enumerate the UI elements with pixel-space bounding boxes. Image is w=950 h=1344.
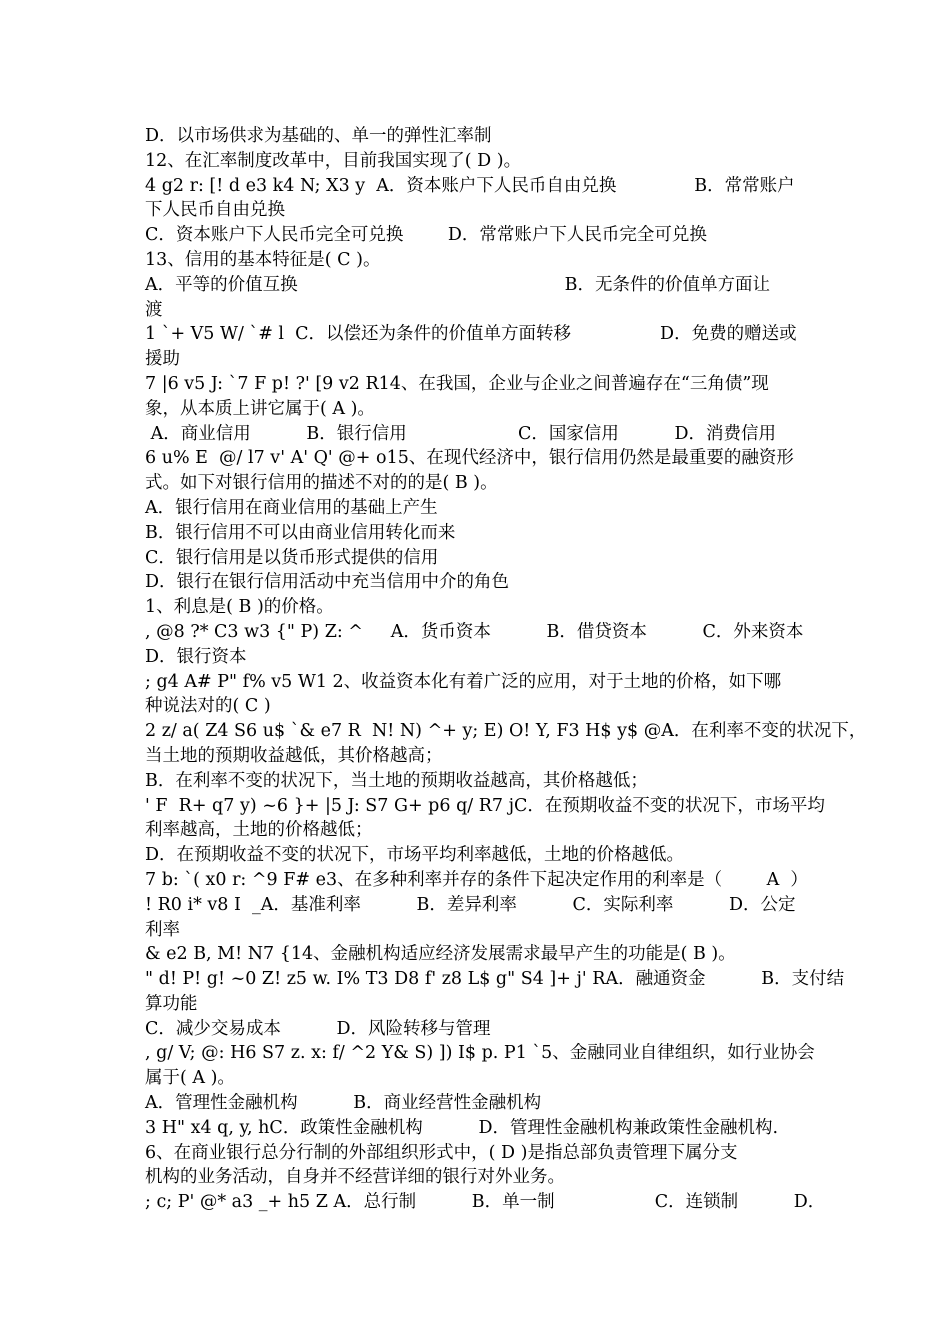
text-line: , g/ V; @: H6 S7 z. x: f/ ^2 Y& S) ]) I$ p. P1 `5、金融同业自律组织，如行业协会 <box>145 1043 815 1064</box>
text-line: A．银行信用在商业信用的基础上产生 <box>145 497 438 518</box>
text-line: 3 H" x4 q, y, hC．政策性金融机构 D．管理性金融机构兼政策性金融机构. <box>145 1117 779 1138</box>
text-line: " d! P! g! ~0 Z! z5 w. I% T3 D8 f' z8 L$ g" S4 ]+ j' RA．融通资金 B．支付结 <box>145 969 845 990</box>
text-line: 6 u% E @/ l7 v' A' Q' @+ o15、在现代经济中，银行信用仍然是最重要的融资形 <box>145 448 794 469</box>
text-line: D．银行资本 <box>145 646 247 667</box>
text-line: A．商业信用 B．银行信用 C．国家信用 D．消费信用 <box>145 423 776 444</box>
text-line: D．银行在银行信用活动中充当信用中介的角色 <box>145 572 510 593</box>
text-line: 属于( A )。 <box>145 1068 235 1089</box>
text-line: B．在利率不变的状况下，当土地的预期收益越高，其价格越低； <box>145 770 648 791</box>
text-line: 下人民币自由兑换 <box>145 200 285 221</box>
text-line: B．银行信用不可以由商业信用转化而来 <box>145 522 456 543</box>
text-line: 4 g2 r: [! d e3 k4 N; X3 y A．资本账户下人民币自由兑换 B．常常账户 <box>145 175 795 196</box>
document-page <box>145 124 867 1215</box>
text-line: D．以市场供求为基础的、单一的弹性汇率制 <box>145 126 492 146</box>
text-line: 算功能 <box>145 993 198 1014</box>
text-line: 象，从本质上讲它属于( A )。 <box>145 398 375 419</box>
text-line: C．银行信用是以货币形式提供的信用 <box>145 547 439 568</box>
text-line: 利率越高，土地的价格越低； <box>145 820 373 841</box>
text-line: 式。如下对银行信用的描述不对的的是( B )。 <box>145 473 498 494</box>
text-line: 机构的业务活动，自身并不经营详细的银行对外业务。 <box>145 1167 565 1188</box>
text-line: 当土地的预期收益越低，其价格越高； <box>145 745 443 766</box>
text-line: 利率 <box>145 919 180 940</box>
text-line: 渡 <box>145 299 163 320</box>
text-line: & e2 B, M! N7 {14、金融机构适应经济发展需求最早产生的功能是( B )。 <box>145 944 736 965</box>
text-line: 1 `+ V5 W/ `# l C．以偿还为条件的价值单方面转移 D．免费的赠送或 <box>145 324 797 345</box>
text-line: ; g4 A# P" f% v5 W1 2、收益资本化有着广泛的应用，对于土地的价格，如下哪 <box>145 671 782 692</box>
text-line: A．平等的价值互换 B．无条件的价值单方面让 <box>145 274 771 295</box>
text-line: 1、利息是( B )的价格。 <box>145 597 334 618</box>
text-line: A．管理性金融机构 B．商业经营性金融机构 <box>145 1093 542 1114</box>
text-line: 6、在商业银行总分行制的外部组织形式中，( D )是指总部负责管理下属分支 <box>145 1142 738 1163</box>
text-line: ; c; P' @* a3 _+ h5 Z A．总行制 B．单一制 C．连锁制 D． <box>145 1192 826 1213</box>
text-line: 13、信用的基本特征是( C )。 <box>145 249 381 270</box>
text-line: 2 z/ a( Z4 S6 u$ `& e7 R N! N) ^+ y; E) O! Y, F3 H$ y$ @A．在利率不变的状况下， <box>145 721 867 742</box>
text-line: 7 b: `( x0 r: ^9 F# e3、在多种利率并存的条件下起决定作用的利率是（ A ） <box>145 869 808 890</box>
text-line: ! R0 i* v8 I _A．基准利率 B．差异利率 C．实际利率 D．公定 <box>145 894 796 915</box>
text-line: 12、在汇率制度改革中，目前我国实现了( D )。 <box>145 150 522 171</box>
text-line: C．资本账户下人民币完全可兑换 D．常常账户下人民币完全可兑换 <box>145 225 707 246</box>
text-line: ' F R+ q7 y) ~6 }+ |5 J: S7 G+ p6 q/ R7 jC．在预期收益不变的状况下，市场平均 <box>145 795 825 816</box>
text-line: D．在预期收益不变的状况下，市场平均利率越低，土地的价格越低。 <box>145 845 685 866</box>
text-line: , @8 ?* C3 w3 {" P) Z: ^ A．货币资本 B．借贷资本 C．外来资本 <box>145 621 804 642</box>
text-line: 种说法对的( C ) <box>145 696 271 717</box>
text-line: C．减少交易成本 D．风险转移与管理 <box>145 1018 491 1039</box>
text-line: 7 |6 v5 J: `7 F p! ?' [9 v2 R14、在我国，企业与企业之间普遍存在“三角债”现 <box>145 373 769 394</box>
text-line: 援助 <box>145 349 180 370</box>
